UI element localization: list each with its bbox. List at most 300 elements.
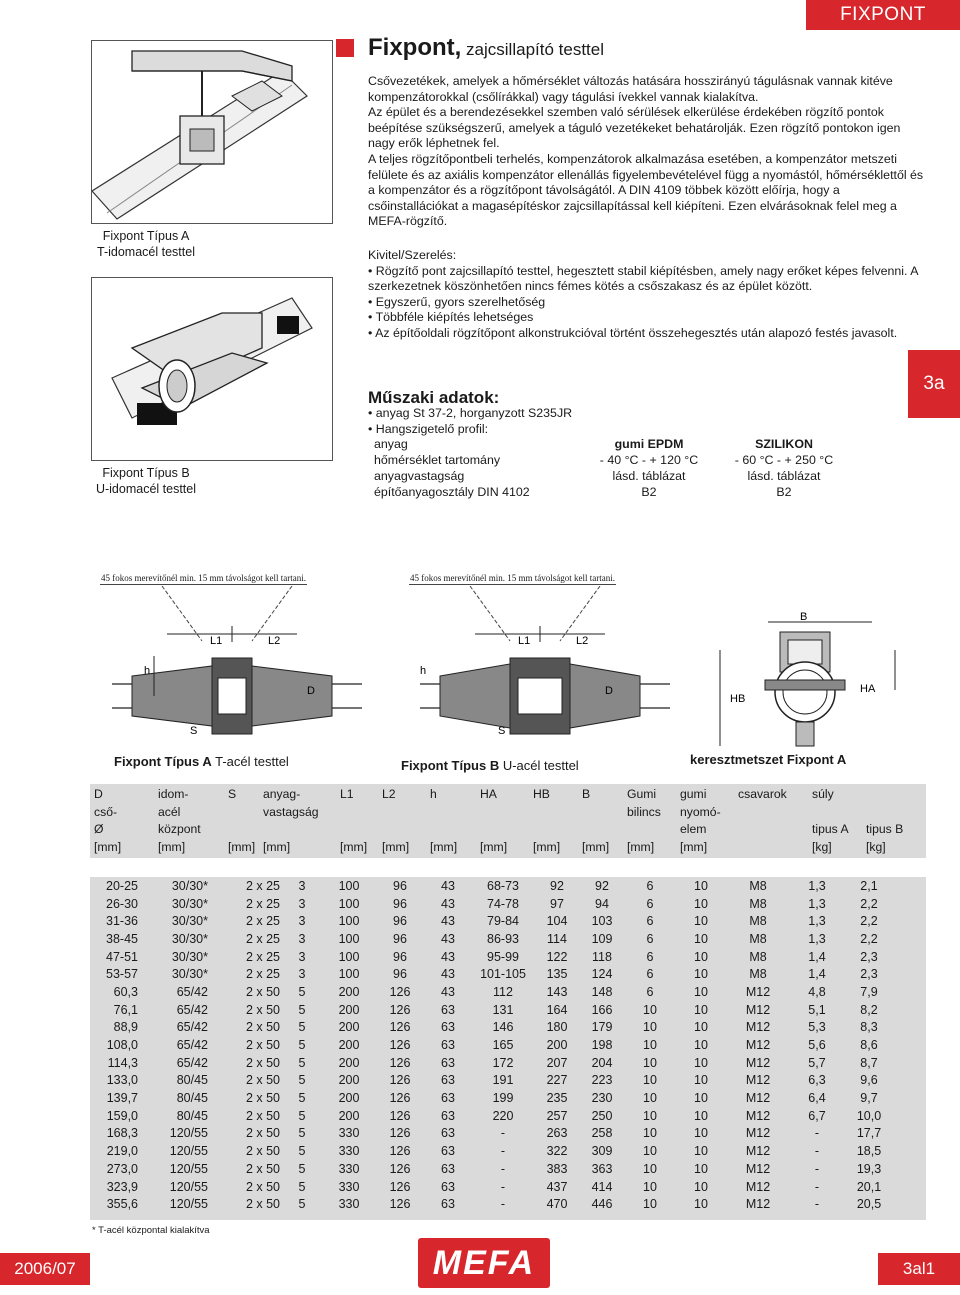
- table-cell: -: [814, 1144, 820, 1159]
- table-cell: 1,3: [808, 914, 826, 929]
- mefa-logo: MEFA: [418, 1238, 550, 1288]
- table-cell: 258: [591, 1126, 613, 1141]
- table-header-line: [627, 821, 661, 839]
- table-cell: 47-51: [106, 949, 138, 964]
- table-cell: 120/55: [169, 1126, 208, 1141]
- table-cell: M12: [745, 1002, 771, 1017]
- table-cell: 63: [441, 1197, 455, 1212]
- table-cell: 257: [546, 1108, 568, 1123]
- table-header-line: [582, 804, 609, 822]
- table-header-line: idom-: [158, 787, 189, 801]
- table-cell: 200: [338, 1073, 360, 1088]
- table-cell: -: [814, 1197, 820, 1212]
- table-cell: 437: [546, 1179, 568, 1194]
- dim-s: S: [190, 725, 198, 737]
- table-row: [90, 1089, 894, 1107]
- table-cell: 10: [643, 1197, 657, 1212]
- table-cell: 8,2: [860, 1002, 878, 1017]
- tech-row-v2: B2: [776, 485, 792, 499]
- table-cell: 200: [338, 1020, 360, 1035]
- table-cell: 2 x 50: [245, 1073, 280, 1088]
- table-cell: M12: [745, 1073, 771, 1088]
- table-cell: 5: [298, 1126, 306, 1141]
- table-cell: 26-30: [106, 896, 138, 911]
- table-cell: 92: [595, 878, 609, 893]
- table-cell: 10: [643, 1161, 657, 1176]
- table-cell: 330: [338, 1179, 360, 1194]
- table-cell: 101-105: [480, 967, 526, 982]
- table-header-line: [533, 804, 560, 822]
- table-cell: 1,3: [808, 931, 826, 946]
- table-cell: 383: [546, 1161, 568, 1176]
- table-header-line: [738, 804, 787, 822]
- table-cell: 97: [550, 896, 564, 911]
- table-header-line: elem: [680, 822, 707, 836]
- table-cell: 10: [643, 1144, 657, 1159]
- table-cell: 5: [298, 1091, 306, 1106]
- table-cell: -: [814, 1179, 820, 1194]
- table-cell: -: [500, 1179, 506, 1194]
- table-cell: 126: [389, 1144, 411, 1159]
- table-cell: 20,1: [856, 1179, 882, 1194]
- table-cell: 159,0: [106, 1108, 138, 1123]
- table-cell: 6: [646, 878, 654, 893]
- table-cell: 6: [646, 914, 654, 929]
- table-cell: 5: [298, 1144, 306, 1159]
- table-cell: 30/30*: [171, 967, 208, 982]
- table-cell: 10: [694, 1091, 708, 1106]
- table-cell: 126: [389, 1055, 411, 1070]
- table-cell: 133,0: [106, 1073, 138, 1088]
- table-cell: 10: [694, 931, 708, 946]
- table-cell: 65/42: [176, 1020, 208, 1035]
- table-cell: 120/55: [169, 1144, 208, 1159]
- table-cell: 5: [298, 1020, 306, 1035]
- table-header-line: [430, 821, 457, 839]
- table-cell: M8: [749, 949, 767, 964]
- drawing-note-b: 45 fokos merevítőnél min. 15 mm távolságot kell tartani.: [410, 573, 615, 583]
- table-header-line: központ: [158, 822, 201, 836]
- table-cell: 3: [298, 896, 306, 911]
- caption-type-a: Fixpont Típus A T-idomacél testtel: [97, 229, 195, 259]
- tech-row-label: anyag: [374, 437, 408, 451]
- table-row: [90, 1019, 894, 1037]
- table-cell: 10: [643, 1091, 657, 1106]
- table-cell: M12: [745, 1197, 771, 1212]
- footer-date: 2006/07: [0, 1253, 90, 1285]
- table-cell: 10: [694, 1126, 708, 1141]
- table-cell: 10: [643, 1002, 657, 1017]
- title-subtitle: zajcsillapító testtel: [461, 40, 605, 59]
- intro-paragraph: Csővezetékek, amelyek a hőmérséklet változás hatására hosszirányú tágulásnak vannak kitéve kompenzátorokkal (csőlírákkal) vagy tágulási ívekkel vannak kialakítva.: [368, 74, 893, 104]
- table-cell: 126: [389, 1197, 411, 1212]
- table-cell: 10: [694, 1038, 708, 1053]
- table-cell: 2 x 50: [245, 1002, 280, 1017]
- table-cell: M12: [745, 1179, 771, 1194]
- table-header-cell: [480, 786, 507, 856]
- table-cell: 5,7: [808, 1055, 826, 1070]
- table-cell: 8,7: [860, 1055, 878, 1070]
- dim-l1: L1: [210, 635, 223, 647]
- table-cell: 135: [546, 967, 568, 982]
- dim-l1: L1: [518, 635, 531, 647]
- caption-drawing-a: Fixpont Típus A T-acél testtel: [114, 754, 289, 769]
- table-cell: 330: [338, 1144, 360, 1159]
- table-cell: 2 x 50: [245, 1179, 280, 1194]
- table-cell: 80/45: [176, 1091, 208, 1106]
- drawing-note-a: 45 fokos merevítőnél min. 15 mm távolságot kell tartani.: [101, 573, 306, 583]
- table-cell: 100: [338, 967, 360, 982]
- table-header-line: L1: [340, 787, 354, 801]
- table-cell: 323,9: [106, 1179, 138, 1194]
- table-cell: 2 x 50: [245, 1020, 280, 1035]
- table-header-line: [866, 786, 903, 804]
- table-cell: 3: [298, 931, 306, 946]
- table-header-line: [mm]: [680, 839, 708, 854]
- table-header-cell: [263, 786, 319, 856]
- dim-l2: L2: [576, 635, 589, 647]
- table-cell: 43: [441, 949, 455, 964]
- table-cell: 10: [694, 1161, 708, 1176]
- table-cell: M12: [745, 1020, 771, 1035]
- table-header-line: cső-: [94, 804, 118, 819]
- table-cell: 2 x 50: [245, 984, 280, 999]
- table-cell: 200: [338, 1038, 360, 1053]
- table-header-line: [mm]: [480, 839, 508, 854]
- table-cell: 5: [298, 1073, 306, 1088]
- table-cell: 74-78: [487, 896, 519, 911]
- table-cell: 65/42: [176, 1002, 208, 1017]
- table-cell: 118: [592, 949, 612, 964]
- table-cell: 3: [298, 967, 306, 982]
- table-header-cell: [228, 786, 255, 856]
- table-cell: 10: [694, 1197, 708, 1212]
- table-row: [90, 1125, 894, 1143]
- table-cell: 6,7: [808, 1108, 826, 1123]
- table-cell: M8: [749, 878, 767, 893]
- table-cell: 207: [546, 1055, 568, 1070]
- table-row: [90, 1036, 894, 1054]
- table-cell: 330: [338, 1126, 360, 1141]
- table-cell: 10: [643, 1108, 657, 1123]
- table-cell: -: [500, 1126, 506, 1141]
- table-cell: 63: [441, 1144, 455, 1159]
- table-cell: 80/45: [176, 1073, 208, 1088]
- drawing-type-a: [92, 586, 392, 746]
- table-header-line: [mm]: [263, 839, 291, 854]
- table-cell: 273,0: [106, 1161, 138, 1176]
- title-bold: Fixpont,: [368, 34, 462, 61]
- table-header-cell: [627, 786, 661, 856]
- table-cell: 65/42: [176, 1055, 208, 1070]
- table-cell: 1,3: [808, 896, 826, 911]
- table-row: [90, 948, 894, 966]
- table-cell: 10: [694, 949, 708, 964]
- drawing-type-b: [400, 586, 700, 746]
- table-header-line: [340, 804, 367, 822]
- table-cell: 10: [694, 984, 708, 999]
- table-cell: 10: [694, 1002, 708, 1017]
- table-cell: -: [814, 1161, 820, 1176]
- tech-row-v2: - 60 °C - + 250 °C: [734, 453, 834, 467]
- table-cell: 2,2: [860, 914, 878, 929]
- table-cell: 95-99: [487, 949, 519, 964]
- table-cell: 330: [338, 1161, 360, 1176]
- table-cell: 5,3: [808, 1020, 826, 1035]
- table-cell: 200: [338, 1002, 360, 1017]
- table-cell: 10: [694, 1179, 708, 1194]
- table-cell: 6: [646, 967, 654, 982]
- table-cell: 65/42: [176, 984, 208, 999]
- table-cell: 166: [591, 1002, 613, 1017]
- table-cell: 219,0: [106, 1144, 138, 1159]
- table-cell: 235: [546, 1091, 568, 1106]
- product-image-type-a: [91, 40, 333, 224]
- tech-profile: Hangszigetelő profil:: [375, 421, 489, 436]
- table-cell: 4,8: [808, 984, 826, 999]
- table-cell: 8,6: [860, 1038, 878, 1053]
- table-header-cell: [430, 786, 457, 856]
- table-cell: 96: [393, 878, 407, 893]
- table-cell: 9,6: [860, 1073, 878, 1088]
- tech-row-label: építőanyagosztály DIN 4102: [374, 485, 530, 499]
- tech-col2-head: SZILIKON: [755, 437, 813, 451]
- table-cell: 414: [591, 1179, 613, 1194]
- table-cell: -: [500, 1161, 506, 1176]
- table-cell: 200: [546, 1038, 568, 1053]
- table-cell: 5: [298, 1179, 306, 1194]
- table-header-line: [228, 821, 255, 839]
- tech-row-v1: lásd. táblázat: [612, 469, 686, 483]
- table-cell: 179: [591, 1020, 613, 1035]
- table-cell: 309: [591, 1144, 613, 1159]
- table-cell: 355,6: [106, 1197, 138, 1212]
- table-cell: 76,1: [113, 1002, 138, 1017]
- table-cell: 6,4: [808, 1091, 826, 1106]
- table-header-line: HB: [533, 787, 550, 801]
- table-cell: 63: [441, 1179, 455, 1194]
- table-cell: 104: [546, 914, 568, 929]
- table-row: [90, 1001, 894, 1019]
- table-cell: 88,9: [113, 1020, 138, 1035]
- table-header-cell: [582, 786, 609, 856]
- table-row: [90, 912, 894, 930]
- table-cell: 2 x 50: [245, 1108, 280, 1123]
- table-cell: 148: [591, 984, 613, 999]
- dim-hb: HB: [730, 693, 746, 705]
- table-header-line: acél: [158, 804, 181, 819]
- table-header-line: HA: [480, 787, 497, 801]
- table-cell: -: [814, 1126, 820, 1141]
- table-row: [90, 930, 894, 948]
- table-header-line: D: [94, 787, 103, 801]
- table-header-cell: [533, 786, 560, 856]
- table-header-line: [582, 821, 609, 839]
- table-header-line: [228, 804, 255, 822]
- table-cell: 108,0: [106, 1038, 138, 1053]
- table-footnote: * T-acél központal kialakítva: [92, 1225, 210, 1236]
- table-cell: 120/55: [169, 1161, 208, 1176]
- table-cell: 2 x 50: [245, 1161, 280, 1176]
- table-cell: 96: [393, 967, 407, 982]
- table-header-line: [866, 804, 903, 822]
- table-cell: 10: [694, 914, 708, 929]
- table-cell: 250: [591, 1108, 613, 1123]
- table-header-line: [mm]: [533, 839, 561, 854]
- table-cell: M8: [749, 967, 767, 982]
- section-tab: 3a: [908, 350, 960, 418]
- dim-s: S: [498, 725, 506, 737]
- table-cell: 43: [441, 931, 455, 946]
- table-row: [90, 877, 894, 895]
- table-cell: M12: [745, 984, 771, 999]
- kivitel-item: • Rögzítő pont zajcsillapító testtel, hegesztett stabil kiépítésben, amely nagy erőket képes felvenni. A szerkezetnek köszönhetően nincs fémes kötés a csőszakasz és az épület között.: [368, 263, 918, 294]
- table-cell: 10: [694, 1144, 708, 1159]
- table-header-cell: [340, 786, 367, 856]
- tech-heading: Műszaki adatok:: [368, 388, 500, 407]
- table-cell: 2,2: [860, 896, 878, 911]
- table-cell: 2,2: [860, 931, 878, 946]
- table-cell: 30/30*: [171, 949, 208, 964]
- table-cell: 1,4: [808, 967, 826, 982]
- table-header-line: nyomó-: [680, 804, 721, 819]
- table-cell: 131: [492, 1002, 514, 1017]
- table-header-line: [mm]: [94, 839, 122, 854]
- table-cell: 38-45: [106, 931, 138, 946]
- table-cell: 2 x 50: [245, 1144, 280, 1159]
- table-cell: 8,3: [860, 1020, 878, 1035]
- table-row: [90, 895, 894, 913]
- table-cell: 168,3: [106, 1126, 138, 1141]
- table-header-line: [263, 821, 319, 839]
- table-cell: 126: [389, 1126, 411, 1141]
- table-cell: -: [500, 1144, 506, 1159]
- table-cell: 322: [546, 1144, 568, 1159]
- table-cell: 1,4: [808, 949, 826, 964]
- table-cell: 7,9: [860, 984, 878, 999]
- table-cell: 20,5: [856, 1197, 882, 1212]
- table-header-cell: [812, 786, 849, 856]
- table-cell: 126: [389, 1020, 411, 1035]
- table-cell: 43: [441, 878, 455, 893]
- table-cell: 18,5: [856, 1144, 882, 1159]
- title-marker: [336, 39, 354, 57]
- table-row: [90, 965, 894, 983]
- table-cell: 2 x 50: [245, 1091, 280, 1106]
- table-cell: 223: [591, 1073, 613, 1088]
- table-header-line: B: [582, 787, 591, 801]
- table-header-line: [430, 804, 457, 822]
- table-cell: 191: [492, 1073, 514, 1088]
- table-cell: 100: [338, 931, 360, 946]
- table-cell: 10: [643, 1020, 657, 1035]
- table-cell: 10: [643, 1055, 657, 1070]
- table-cell: 470: [546, 1197, 568, 1212]
- table-cell: M12: [745, 1038, 771, 1053]
- table-row: [90, 1054, 894, 1072]
- table-cell: 2 x 25: [245, 878, 280, 893]
- table-cell: M8: [749, 914, 767, 929]
- caption-type-b: Fixpont Típus B U-idomacél testtel: [95, 466, 197, 496]
- table-cell: 60,3: [113, 984, 138, 999]
- table-cell: 10: [694, 896, 708, 911]
- table-header-line: h: [430, 787, 437, 801]
- dim-h: h: [144, 665, 151, 677]
- table-header-line: anyag-: [263, 787, 301, 801]
- table-cell: 86-93: [487, 931, 519, 946]
- table-cell: 2,1: [860, 878, 878, 893]
- table-cell: 63: [441, 1020, 455, 1035]
- table-cell: 92: [550, 878, 564, 893]
- table-cell: 5: [298, 1161, 306, 1176]
- table-header-line: [mm]: [228, 839, 256, 854]
- table-cell: 2 x 25: [245, 914, 280, 929]
- dim-b: B: [800, 611, 808, 623]
- table-cell: 30/30*: [171, 931, 208, 946]
- table-cell: 96: [393, 896, 407, 911]
- table-cell: 330: [338, 1197, 360, 1212]
- table-cell: 139,7: [106, 1091, 138, 1106]
- table-header-line: vastagság: [263, 804, 319, 819]
- table-header-line: csavarok: [738, 787, 787, 801]
- table-cell: 10: [694, 1073, 708, 1088]
- table-header-line: [738, 821, 787, 839]
- table-header-line: [382, 821, 409, 839]
- table-header-line: [382, 804, 409, 822]
- table-cell: 6: [646, 896, 654, 911]
- table-cell: 31-36: [106, 914, 138, 929]
- table-header-line: [738, 839, 787, 857]
- table-cell: 126: [389, 1038, 411, 1053]
- table-header-line: [533, 821, 560, 839]
- drawing-cross-section: [700, 610, 930, 750]
- table-cell: 10: [694, 878, 708, 893]
- table-cell: 63: [441, 1161, 455, 1176]
- dim-l2: L2: [268, 635, 281, 647]
- table-cell: 43: [441, 914, 455, 929]
- table-cell: 3: [298, 878, 306, 893]
- table-cell: 5,1: [808, 1002, 826, 1017]
- table-header-cell: [158, 786, 201, 856]
- table-header-line: bilincs: [627, 804, 661, 819]
- table-cell: 103: [591, 914, 613, 929]
- table-cell: M12: [745, 1055, 771, 1070]
- table-cell: M8: [749, 896, 767, 911]
- table-cell: M12: [745, 1144, 771, 1159]
- table-header-line: Gumi: [627, 787, 657, 801]
- table-cell: 126: [389, 1161, 411, 1176]
- table-cell: 30/30*: [171, 896, 208, 911]
- table-cell: 63: [441, 1073, 455, 1088]
- table-header-line: [480, 821, 507, 839]
- tech-row-v2: lásd. táblázat: [747, 469, 821, 483]
- table-cell: 80/45: [176, 1108, 208, 1123]
- table-cell: 53-57: [106, 967, 138, 982]
- table-cell: 5: [298, 1108, 306, 1123]
- table-cell: 120/55: [169, 1197, 208, 1212]
- table-cell: 10: [643, 1038, 657, 1053]
- table-cell: 43: [441, 984, 455, 999]
- table-cell: 109: [591, 931, 613, 946]
- table-cell: 63: [441, 1108, 455, 1123]
- table-header-line: súly: [812, 787, 834, 801]
- dim-h: h: [420, 665, 427, 677]
- table-cell: 43: [441, 896, 455, 911]
- table-header-line: [340, 821, 367, 839]
- kivitel-heading: Kivitel/Szerelés:: [368, 248, 457, 262]
- table-cell: -: [500, 1197, 506, 1212]
- table-cell: 100: [338, 896, 360, 911]
